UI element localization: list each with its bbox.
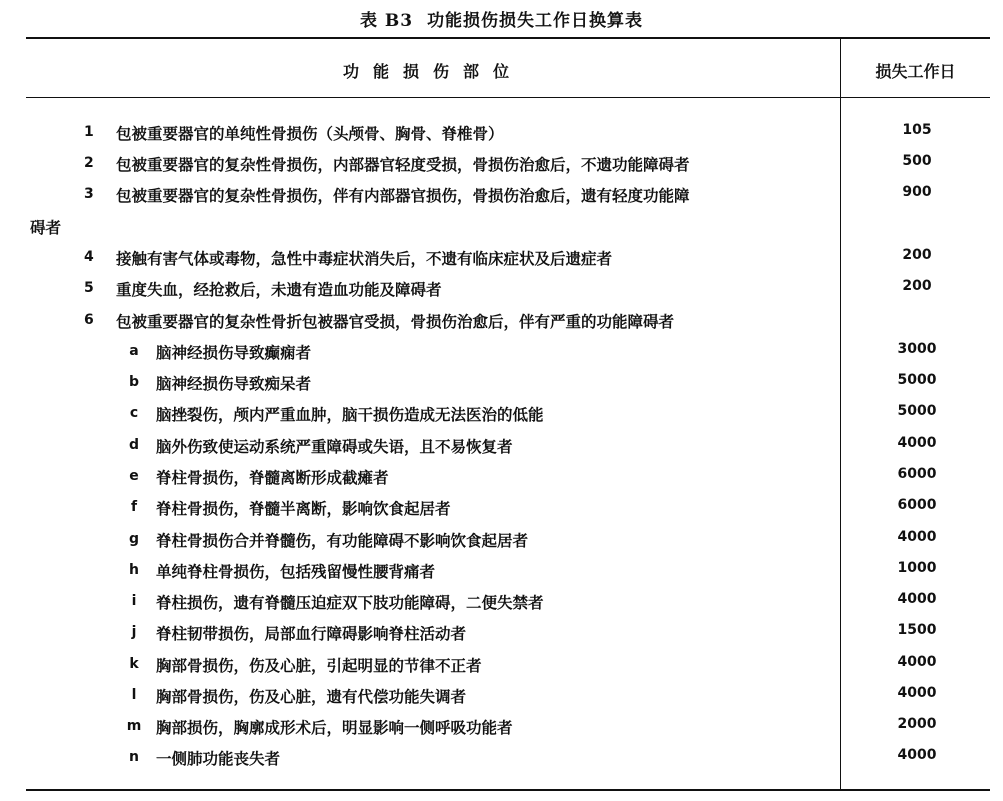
row-text: 脊柱骨损伤合并脊髓伤，有功能障碍不影响饮食起居者 (156, 531, 529, 550)
row-number: 1 (84, 124, 94, 140)
row-text: 包被重要器官的复杂性骨损伤，伴有内部器官损伤，骨损伤治愈后，遗有轻度功能障 (116, 186, 690, 205)
row-days: 3000 (897, 341, 937, 357)
row-text: 包被重要器官的复杂性骨折包被器官受损，骨损伤治愈后，伴有严重的功能障碍者 (116, 312, 675, 331)
row-letter: i (131, 593, 137, 609)
table-row (0, 151, 1003, 177)
row-text: 重度失血，经抢救后，未遗有造血功能及障碍者 (116, 280, 442, 299)
table-row (0, 683, 1003, 709)
row-text: 胸部损伤，胸廓成形术后，明显影响一侧呼吸功能者 (156, 718, 513, 737)
row-text: 包被重要器官的单纯性骨损伤（头颅骨、胸骨、脊椎骨） (116, 124, 504, 143)
table-row (0, 464, 1003, 490)
row-days: 2000 (897, 716, 937, 732)
row-text: 脊柱骨损伤，脊髓离断形成截瘫者 (156, 468, 389, 487)
table-row (0, 495, 1003, 521)
row-text: 脊柱损伤，遗有脊髓压迫症双下肢功能障碍，二便失禁者 (156, 593, 544, 612)
row-text: 脑神经损伤导致癫痫者 (156, 343, 312, 362)
table-row (0, 620, 1003, 646)
row-days: 6000 (897, 466, 937, 482)
row-days: 6000 (897, 497, 937, 513)
row-days: 4000 (897, 747, 937, 763)
row-letter: n (129, 749, 139, 765)
bottom-rule (26, 789, 990, 791)
row-days: 105 (902, 122, 932, 138)
row-text: 胸部骨损伤，伤及心脏，遗有代偿功能失调者 (156, 687, 467, 706)
row-days: 5000 (897, 372, 937, 388)
row-letter: j (131, 624, 137, 640)
row-days: 4000 (897, 591, 937, 607)
table-row-continuation (0, 214, 1003, 240)
row-text: 脑神经损伤导致痴呆者 (156, 374, 312, 393)
row-text: 脊柱韧带损伤，局部血行障碍影响脊柱活动者 (156, 624, 467, 643)
row-text: 胸部骨损伤，伤及心脏，引起明显的节律不正者 (156, 656, 482, 675)
row-letter: l (131, 687, 137, 703)
row-days: 1000 (897, 560, 937, 576)
table-row (0, 245, 1003, 271)
row-text: 接触有害气体或毒物，急性中毒症状消失后，不遗有临床症状及后遗症者 (116, 249, 613, 268)
row-number: 4 (84, 249, 94, 265)
table-title (0, 6, 1003, 31)
row-text: 脑挫裂伤，颅内严重血肿，脑干损伤造成无法医治的低能 (156, 405, 544, 424)
table-row (0, 308, 1003, 334)
row-text: 包被重要器官的复杂性骨损伤，内部器官轻度受损，骨损伤治愈后，不遗功能障碍者 (116, 155, 690, 174)
table-title-text: 功能损伤损失工作日换算表 (427, 11, 644, 31)
table-row (0, 714, 1003, 740)
row-days: 4000 (897, 654, 937, 670)
table-row (0, 182, 1003, 208)
row-number: 6 (84, 312, 94, 328)
header-rule (26, 97, 990, 98)
row-letter: c (129, 405, 139, 421)
table-row (0, 276, 1003, 302)
row-days: 1500 (897, 622, 937, 638)
table-row (0, 370, 1003, 396)
row-letter: b (128, 374, 140, 390)
top-rule (26, 37, 990, 39)
header-part: 功能损伤部位 (342, 62, 523, 81)
row-letter: d (128, 437, 140, 453)
table-row (0, 527, 1003, 553)
table-row (0, 401, 1003, 427)
row-days: 4000 (897, 529, 937, 545)
row-days: 4000 (897, 435, 937, 451)
table-row (0, 652, 1003, 678)
row-days: 200 (902, 247, 932, 263)
row-number: 3 (84, 186, 94, 202)
row-text: 碍者 (30, 218, 62, 237)
table-row (0, 339, 1003, 365)
row-days: 200 (902, 278, 932, 294)
row-text: 脑外伤致使运动系统严重障碍或失语，且不易恢复者 (156, 437, 513, 456)
row-letter: f (130, 499, 138, 515)
row-letter: g (128, 531, 140, 547)
row-letter: e (129, 468, 139, 484)
row-number: 2 (84, 155, 94, 171)
table-row (0, 745, 1003, 771)
row-text: 一侧肺功能丧失者 (156, 749, 281, 768)
row-number: 5 (84, 280, 94, 296)
row-days: 500 (902, 153, 932, 169)
row-letter: m (126, 718, 142, 734)
row-text: 脊柱骨损伤，脊髓半离断，影响饮食起居者 (156, 499, 451, 518)
row-letter: h (129, 562, 139, 578)
row-text: 单纯脊柱骨损伤，包括残留慢性腰背痛者 (156, 562, 436, 581)
table-number: 表 B3 (359, 11, 414, 31)
table-row (0, 589, 1003, 615)
row-days: 4000 (897, 685, 937, 701)
header-days: 损失工作日 (875, 62, 956, 81)
table-row (0, 120, 1003, 146)
table-row (0, 433, 1003, 459)
table-row (0, 558, 1003, 584)
row-days: 900 (902, 184, 932, 200)
row-letter: k (129, 656, 139, 672)
row-letter: a (129, 343, 139, 359)
row-days: 5000 (897, 403, 937, 419)
